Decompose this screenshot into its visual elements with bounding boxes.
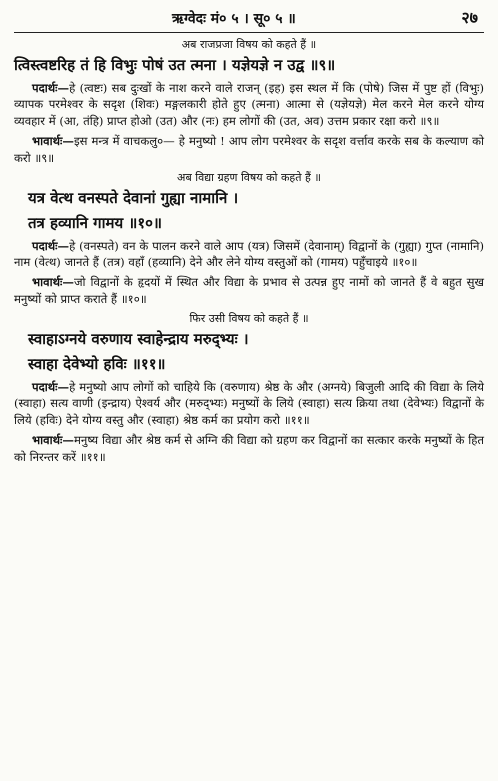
padarth-paragraph: [14, 238, 484, 271]
section-intro: अब विद्या ग्रहण विषय को कहते हैं ॥: [177, 171, 321, 185]
mantra-line: तत्र हव्यानि गामय ॥१०॥: [28, 213, 162, 232]
mantra-line: स्वाहाऽग्नये वरुणाय स्वाहेन्द्राय मरुद्भ्यः ।: [28, 330, 249, 349]
bhavarth-text: मनुष्य विद्या और श्रेष्ठ कर्म से अग्नि की विद्या को ग्रहण कर विद्वानों का सत्कार करके मनुष्यों के हित को निरन्तर करें ॥११॥: [14, 433, 484, 464]
page-number: २७: [461, 8, 478, 27]
bhavarth-label: भावार्थः—: [32, 433, 74, 448]
padarth-text: हे (वनस्पते) वन के पालन करने वाले आप (यत्र) जिसमें (देवानाम्) विद्वानों के (गुह्या) गुप्त (नामानि) नाम (वेत्थ) जानते हैं (तत्र) वहाँ (हव्यानि) देने और लेने योग्य वस्तुओं को (गामय) पहुँचाइये ॥१०॥: [14, 238, 484, 269]
padarth-label: पदार्थः—: [32, 238, 70, 253]
page-title: ऋग्वेदः मं० ५ । सू० ५ ॥: [172, 11, 296, 27]
bhavarth-text: जो विद्वानों के हृदयों में स्थित और विद्या के प्रभाव से उत्पन्न हुए नामों को जानते हैं वे बहुत सुख मनुष्यों को प्राप्त कराते हैं ॥१०॥: [14, 275, 484, 306]
bhavarth-text: इस मन्त्र में वाचकलु०— हे मनुष्यो ! आप लोग परमेश्वर के सदृश वर्त्ताव करके सब के कल्याण को करो ॥९॥: [14, 134, 484, 165]
bhavarth-paragraph: [14, 274, 484, 307]
bhavarth-label: भावार्थः—: [32, 134, 74, 149]
padarth-label: पदार्थः—: [32, 80, 70, 95]
padarth-paragraph: [14, 379, 484, 428]
bhavarth-paragraph: [14, 133, 484, 166]
padarth-text: हे (त्वष्टः) सब दुःखों के नाश करने वाले राजन् (इह) इस स्थल में कि (पोषे) जिस में पुष्ट हों (विभुः) व्यापक परमेश्वर के सदृश (शिवः) मङ्गलकारी होते हुए (त्मना) आत्मा से (यज्ञेयज्ञे) मेल करने मेल करने योग्य व्यवहार में (आ, तंहि) प्राप्त होओ (उत) और (नः) हम लोगों की (उत, अव) उत्तम प्रकार रक्षा करो ॥९॥: [14, 80, 484, 128]
mantra-line: स्वाहा देवेभ्यो हविः ॥११॥: [28, 355, 166, 374]
verse-section: [14, 311, 484, 465]
verse-section: [14, 170, 484, 307]
section-intro: फिर उसी विषय को कहते हैं ॥: [189, 312, 309, 326]
padarth-text: हे मनुष्यो आप लोगों को चाहिये कि (वरुणाय) श्रेष्ठ के और (अग्नये) बिजुली आदि की विद्या के लिये (स्वाहा) सत्य वाणी (इन्द्राय) ऐश्वर्य और (मरुद्भ्यः) मनुष्यों के लिये (स्वाहा) सत्य क्रिया तथा (देवेभ्यः) विद्वानों के लिये (हविः) देने योग्य वस्तु और (स्वाहा) श्रेष्ठ कर्म का प्रयोग करो ॥११॥: [14, 379, 484, 427]
padarth-paragraph: [14, 80, 484, 129]
mantra-line: त्विस्त्वष्टरिह तं हि विभुः पोषं उत त्मना । यज्ञेयज्ञे न उद्व ॥९॥: [14, 56, 336, 74]
verse-section: [14, 37, 484, 166]
bhavarth-label: भावार्थः—: [32, 275, 74, 290]
page-header: [14, 4, 484, 33]
padarth-label: पदार्थः—: [32, 379, 70, 394]
section-intro: अब राजप्रजा विषय को कहते हैं ॥: [181, 38, 317, 51]
bhavarth-paragraph: [14, 432, 484, 465]
mantra-line: यत्र वेत्थ वनस्पते देवानां गुह्या नामानि ।: [28, 189, 239, 208]
